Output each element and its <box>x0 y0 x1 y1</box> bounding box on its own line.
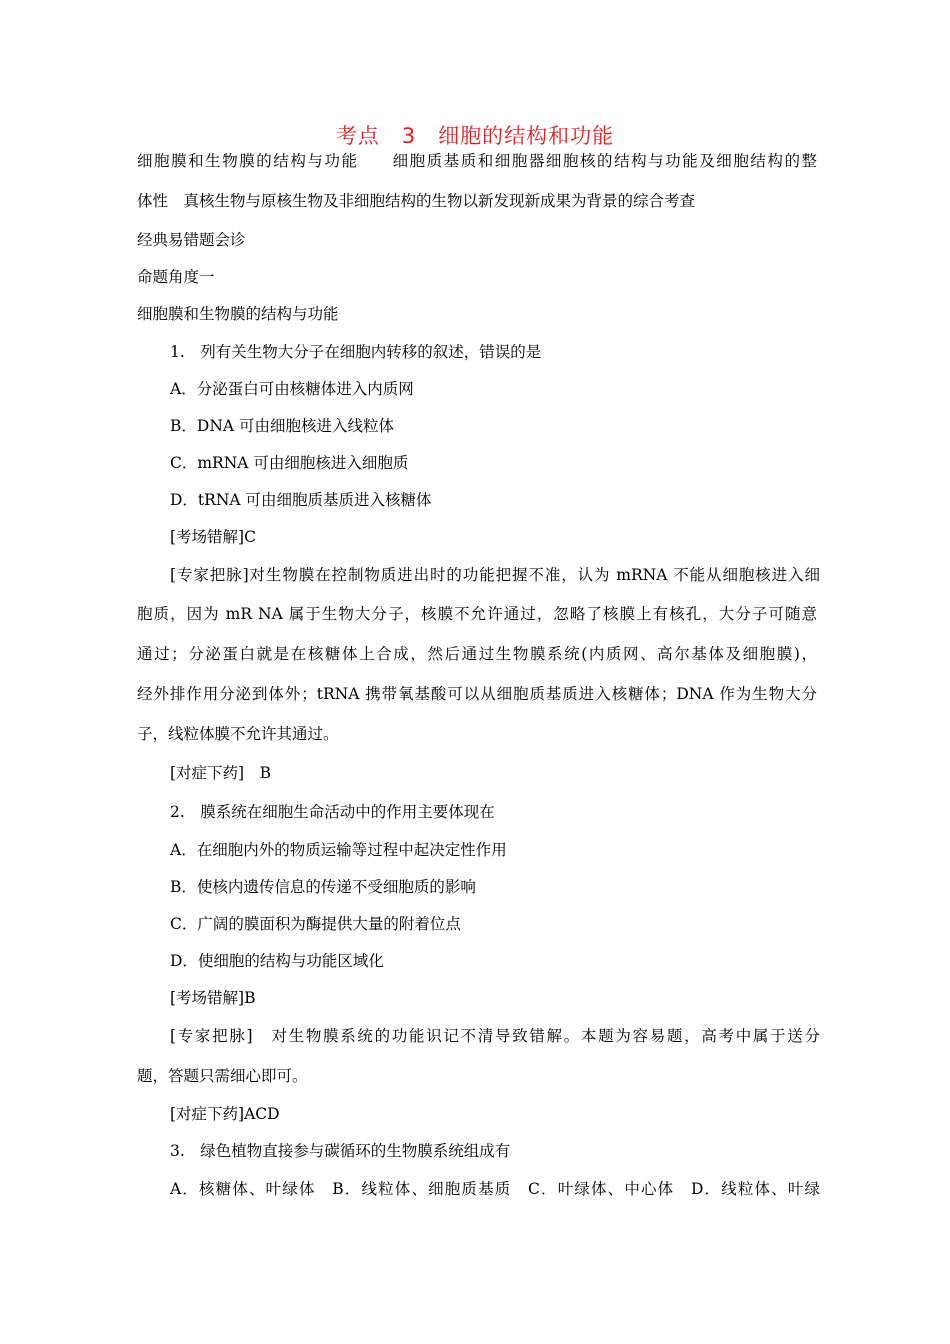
q1-correct-answer: [对症下药] B <box>170 764 271 782</box>
q2-option-d: D．使细胞的结构与功能区域化 <box>170 952 384 970</box>
q1-expert-analysis-line-1: [专家把脉]对生物膜在控制物质进出时的功能把握不准，认为 mRNA 不能从细胞核进入细 <box>170 566 820 584</box>
q1-wrong-answer: [考场错解]C <box>170 528 256 546</box>
question-2: 2. 膜系统在细胞生命活动中的作用主要体现在 <box>170 803 495 821</box>
q2-expert-analysis-line-2: 题，答题只需细心即可。 <box>137 1067 308 1085</box>
question-3: 3. 绿色植物直接参与碳循环的生物膜系统组成有 <box>170 1142 511 1160</box>
page-title: 考点 3 细胞的结构和功能 <box>335 124 615 148</box>
section-heading: 经典易错题会诊 <box>137 231 246 249</box>
q1-expert-analysis-line-3: 通过；分泌蛋白就是在核糖体上合成，然后通过生物膜系统(内质网、高尔基体及细胞膜)， <box>137 645 817 663</box>
q1-option-b: B．DNA 可由细胞核进入线粒体 <box>170 417 395 435</box>
q2-correct-answer: [对症下药]ACD <box>170 1105 280 1123</box>
q2-option-a: A．在细胞内外的物质运输等过程中起决定性作用 <box>170 841 507 859</box>
q1-expert-analysis-line-2: 胞质，因为 mR NA 属于生物大分子，核膜不允许通过，忽略了核膜上有核孔，大分子可随意 <box>137 605 817 623</box>
q2-option-c: C．广阔的膜面积为酶提供大量的附着位点 <box>170 915 461 933</box>
subsection-heading: 命题角度一 <box>137 268 215 286</box>
q3-options: A．核糖体、叶绿体 B．线粒体、细胞质基质 C．叶绿体、中心体 D．线粒体、叶绿 <box>170 1180 820 1198</box>
q2-wrong-answer: [考场错解]B <box>170 989 256 1007</box>
topic-summary-line-2: 体性 真核生物与原核生物及非细胞结构的生物以新发现新成果为背景的综合考查 <box>137 192 696 210</box>
q1-option-c: C．mRNA 可由细胞核进入细胞质 <box>170 454 409 472</box>
q1-expert-analysis-line-4: 经外排作用分泌到体外；tRNA 携带氧基酸可以从细胞质基质进入核糖体；DNA 作为生物大分 <box>137 685 817 703</box>
q1-expert-analysis-line-5: 子，线粒体膜不允许其通过。 <box>137 725 339 743</box>
q1-option-d: D．tRNA 可由细胞质基质进入核糖体 <box>170 491 432 509</box>
q2-option-b: B．使核内遗传信息的传递不受细胞质的影响 <box>170 878 476 896</box>
q2-expert-analysis-line-1: [专家把脉] 对生物膜系统的功能识记不清导致错解。本题为容易题，高考中属于送分 <box>170 1027 820 1045</box>
subsection-topic: 细胞膜和生物膜的结构与功能 <box>137 305 339 323</box>
q1-option-a: A．分泌蛋白可由核糖体进入内质网 <box>170 380 414 398</box>
topic-summary-line-1: 细胞膜和生物膜的结构与功能 细胞质基质和细胞器细胞核的结构与功能及细胞结构的整 <box>137 152 817 170</box>
question-1: 1. 列有关生物大分子在细胞内转移的叙述，错误的是 <box>170 343 542 361</box>
